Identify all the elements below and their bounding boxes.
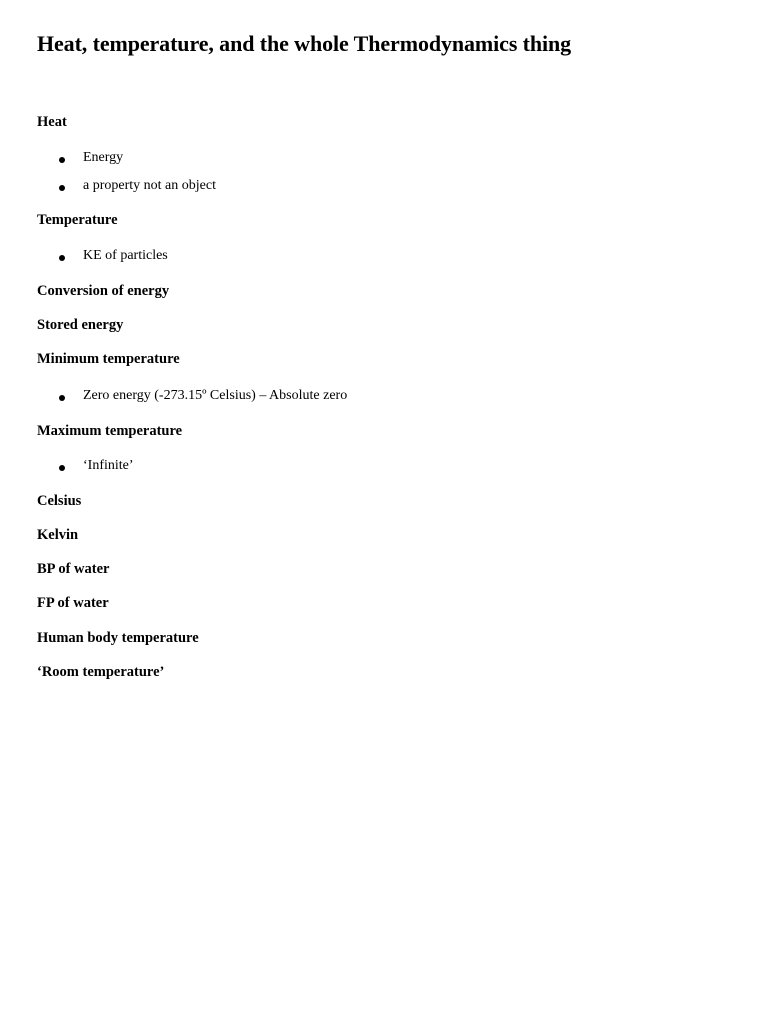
- bullet-icon: [59, 157, 65, 163]
- section-heading-room-temperature: ‘Room temperature’: [37, 664, 165, 680]
- section-heading-bp-of-water: BP of water: [37, 561, 110, 577]
- section-heading-maximum-temperature: Maximum temperature: [37, 423, 183, 439]
- list-item-text: Zero energy (-273.15º Celsius) – Absolute zero: [83, 388, 348, 403]
- section-heading-heat: Heat: [37, 114, 67, 130]
- section-heading-temperature: Temperature: [37, 212, 118, 228]
- bullet-icon: [59, 255, 65, 261]
- bullet-icon: [59, 185, 65, 191]
- section-heading-kelvin: Kelvin: [37, 527, 79, 543]
- list-item-text: ‘Infinite’: [83, 458, 134, 473]
- document-title: Heat, temperature, and the whole Thermodynamics thing: [37, 31, 572, 56]
- section-heading-fp-of-water: FP of water: [37, 595, 109, 611]
- section-heading-minimum-temperature: Minimum temperature: [37, 351, 180, 367]
- list-item-text: Energy: [83, 150, 124, 165]
- bullet-icon: [59, 395, 65, 401]
- section-heading-human-body-temperature: Human body temperature: [37, 630, 199, 646]
- section-heading-celsius: Celsius: [37, 493, 82, 509]
- list-item-text: a property not an object: [83, 178, 216, 193]
- section-heading-stored-energy: Stored energy: [37, 317, 124, 333]
- list-item-text: KE of particles: [83, 248, 168, 263]
- bullet-icon: [59, 465, 65, 471]
- section-heading-conversion-of-energy: Conversion of energy: [37, 283, 170, 299]
